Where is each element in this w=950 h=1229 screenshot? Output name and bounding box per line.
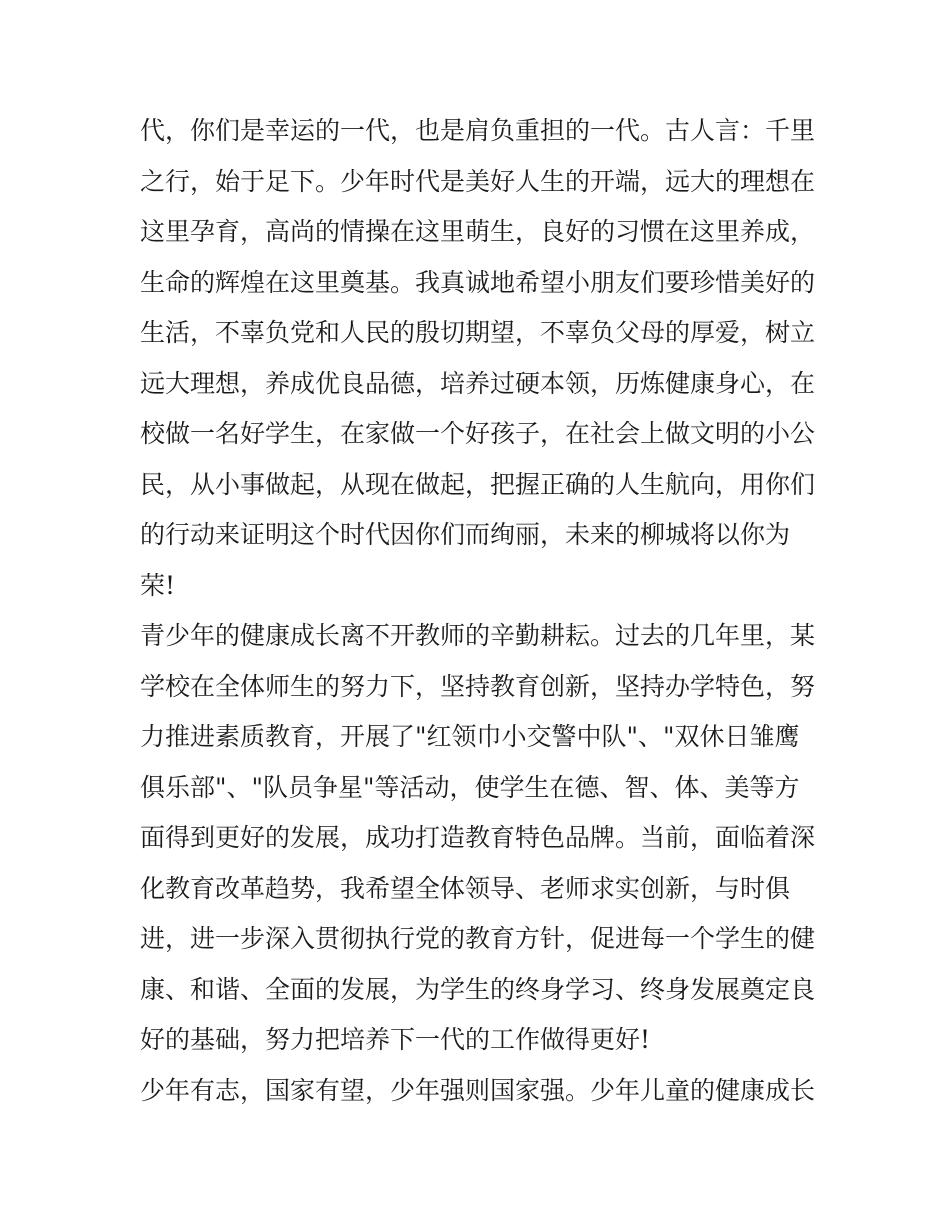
text-line: 面得到更好的发展，成功打造教育特色品牌。当前，面临着深 (140, 823, 816, 852)
text-line: 远大理想，养成优良品德，培养过硬本领，历炼健康身心，在 (140, 368, 816, 398)
text-line: 代，你们是幸运的一代，也是肩负重担的一代。古人言：千里 (140, 116, 816, 145)
text-line: 进，进一步深入贯彻执行党的教育方针，促进每一个学生的健 (140, 924, 816, 953)
text-line: 这里孕育，高尚的情操在这里萌生，良好的习惯在这里养成， (140, 217, 816, 246)
text-line: 生活，不辜负党和人民的殷切期望，不辜负父母的厚爱，树立 (140, 318, 816, 347)
text-line: 校做一名好学生，在家做一个好孩子，在社会上做文明的小公 (140, 419, 816, 448)
text-line: 力推进素质教育，开展了"红领巾小交警中队"、"双休日雏鹰 (140, 722, 800, 751)
text-line: 化教育改革趋势，我希望全体领导、老师求实创新，与时俱 (140, 873, 791, 903)
text-line: 少年有志，国家有望，少年强则国家强。少年儿童的健康成长 (140, 1075, 816, 1105)
text-line: 荣! (140, 570, 176, 600)
text-line: 青少年的健康成长离不开教师的辛勤耕耘。过去的几年里，某 (140, 621, 816, 650)
text-line: 俱乐部"、"队员争星"等活动，使学生在德、智、体、美等方 (140, 772, 800, 802)
text-line: 生命的辉煌在这里奠基。我真诚地希望小朋友们要珍惜美好的 (140, 267, 816, 297)
text-line: 的行动来证明这个时代因你们而绚丽，未来的柳城将以你为 (140, 520, 791, 549)
text-line: 学校在全体师生的努力下，坚持教育创新，坚持办学特色，努 (140, 671, 816, 701)
text-line: 康、和谐、全面的发展，为学生的终身学习、终身发展奠定良 (140, 974, 816, 1004)
body-text (140, 106, 820, 1116)
text-line: 民，从小事做起，从现在做起，把握正确的人生航向，用你们 (140, 469, 816, 499)
text-line: 好的基础，努力把培养下一代的工作做得更好! (140, 1025, 651, 1054)
text-line: 之行，始于足下。少年时代是美好人生的开端，远大的理想在 (140, 166, 816, 196)
